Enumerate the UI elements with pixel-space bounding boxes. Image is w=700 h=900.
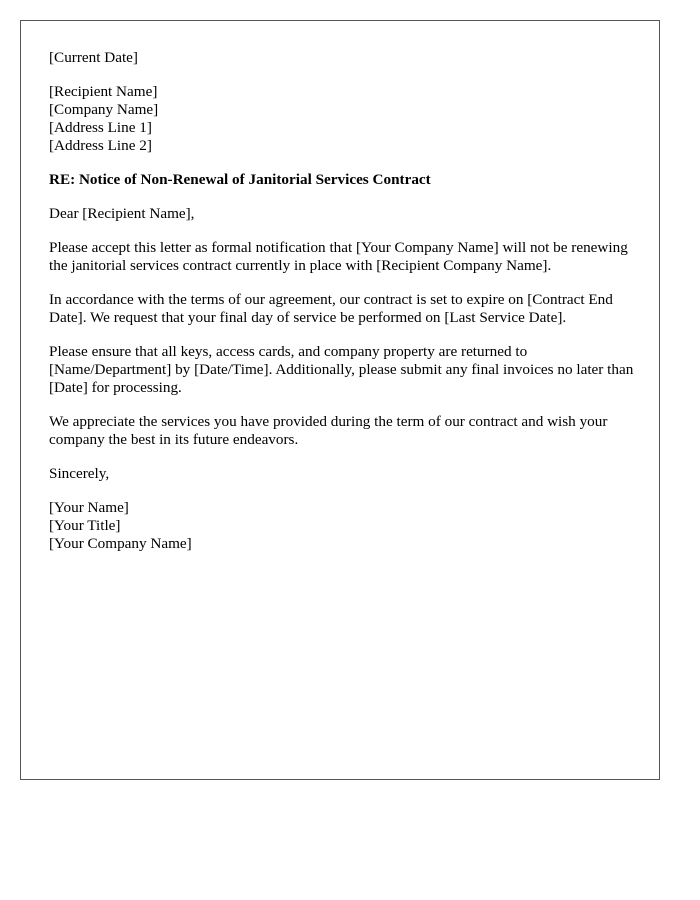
body-paragraph-1: Please accept this letter as formal notification that [Your Company Name] will not be renewing the janitorial services contract currently in place with [Recipient Company Name]. — [49, 239, 628, 274]
body-paragraph-3: Please ensure that all keys, access cards, and company property are returned to [Name/Department] by [Date/Time]. Additionally, please submit any final invoices no later than [Date] for processing. — [49, 343, 634, 396]
letter-salutation: Dear [Recipient Name], — [49, 205, 195, 222]
signature-block — [49, 499, 639, 553]
body-paragraph-2: In accordance with the terms of our agreement, our contract is set to expire on [Contract End Date]. We request that your final day of service be performed on [Last Service Date]. — [49, 291, 613, 326]
letter-body — [49, 49, 639, 569]
signature-name: [Your Name] — [49, 499, 129, 516]
recipient-address-block — [49, 83, 639, 155]
letter-subject: RE: Notice of Non-Renewal of Janitorial Services Contract — [49, 171, 431, 188]
recipient-name: [Recipient Name] — [49, 83, 158, 100]
signature-title: [Your Title] — [49, 517, 121, 534]
body-paragraph-4: We appreciate the services you have provided during the term of our contract and wish your company the best in its future endeavors. — [49, 413, 608, 448]
letter-date: [Current Date] — [49, 49, 138, 66]
recipient-address-line-1: [Address Line 1] — [49, 119, 152, 136]
signature-company: [Your Company Name] — [49, 535, 192, 552]
letter-page — [20, 20, 660, 780]
recipient-company: [Company Name] — [49, 101, 159, 118]
recipient-address-line-2: [Address Line 2] — [49, 137, 152, 154]
letter-closing: Sincerely, — [49, 465, 110, 482]
